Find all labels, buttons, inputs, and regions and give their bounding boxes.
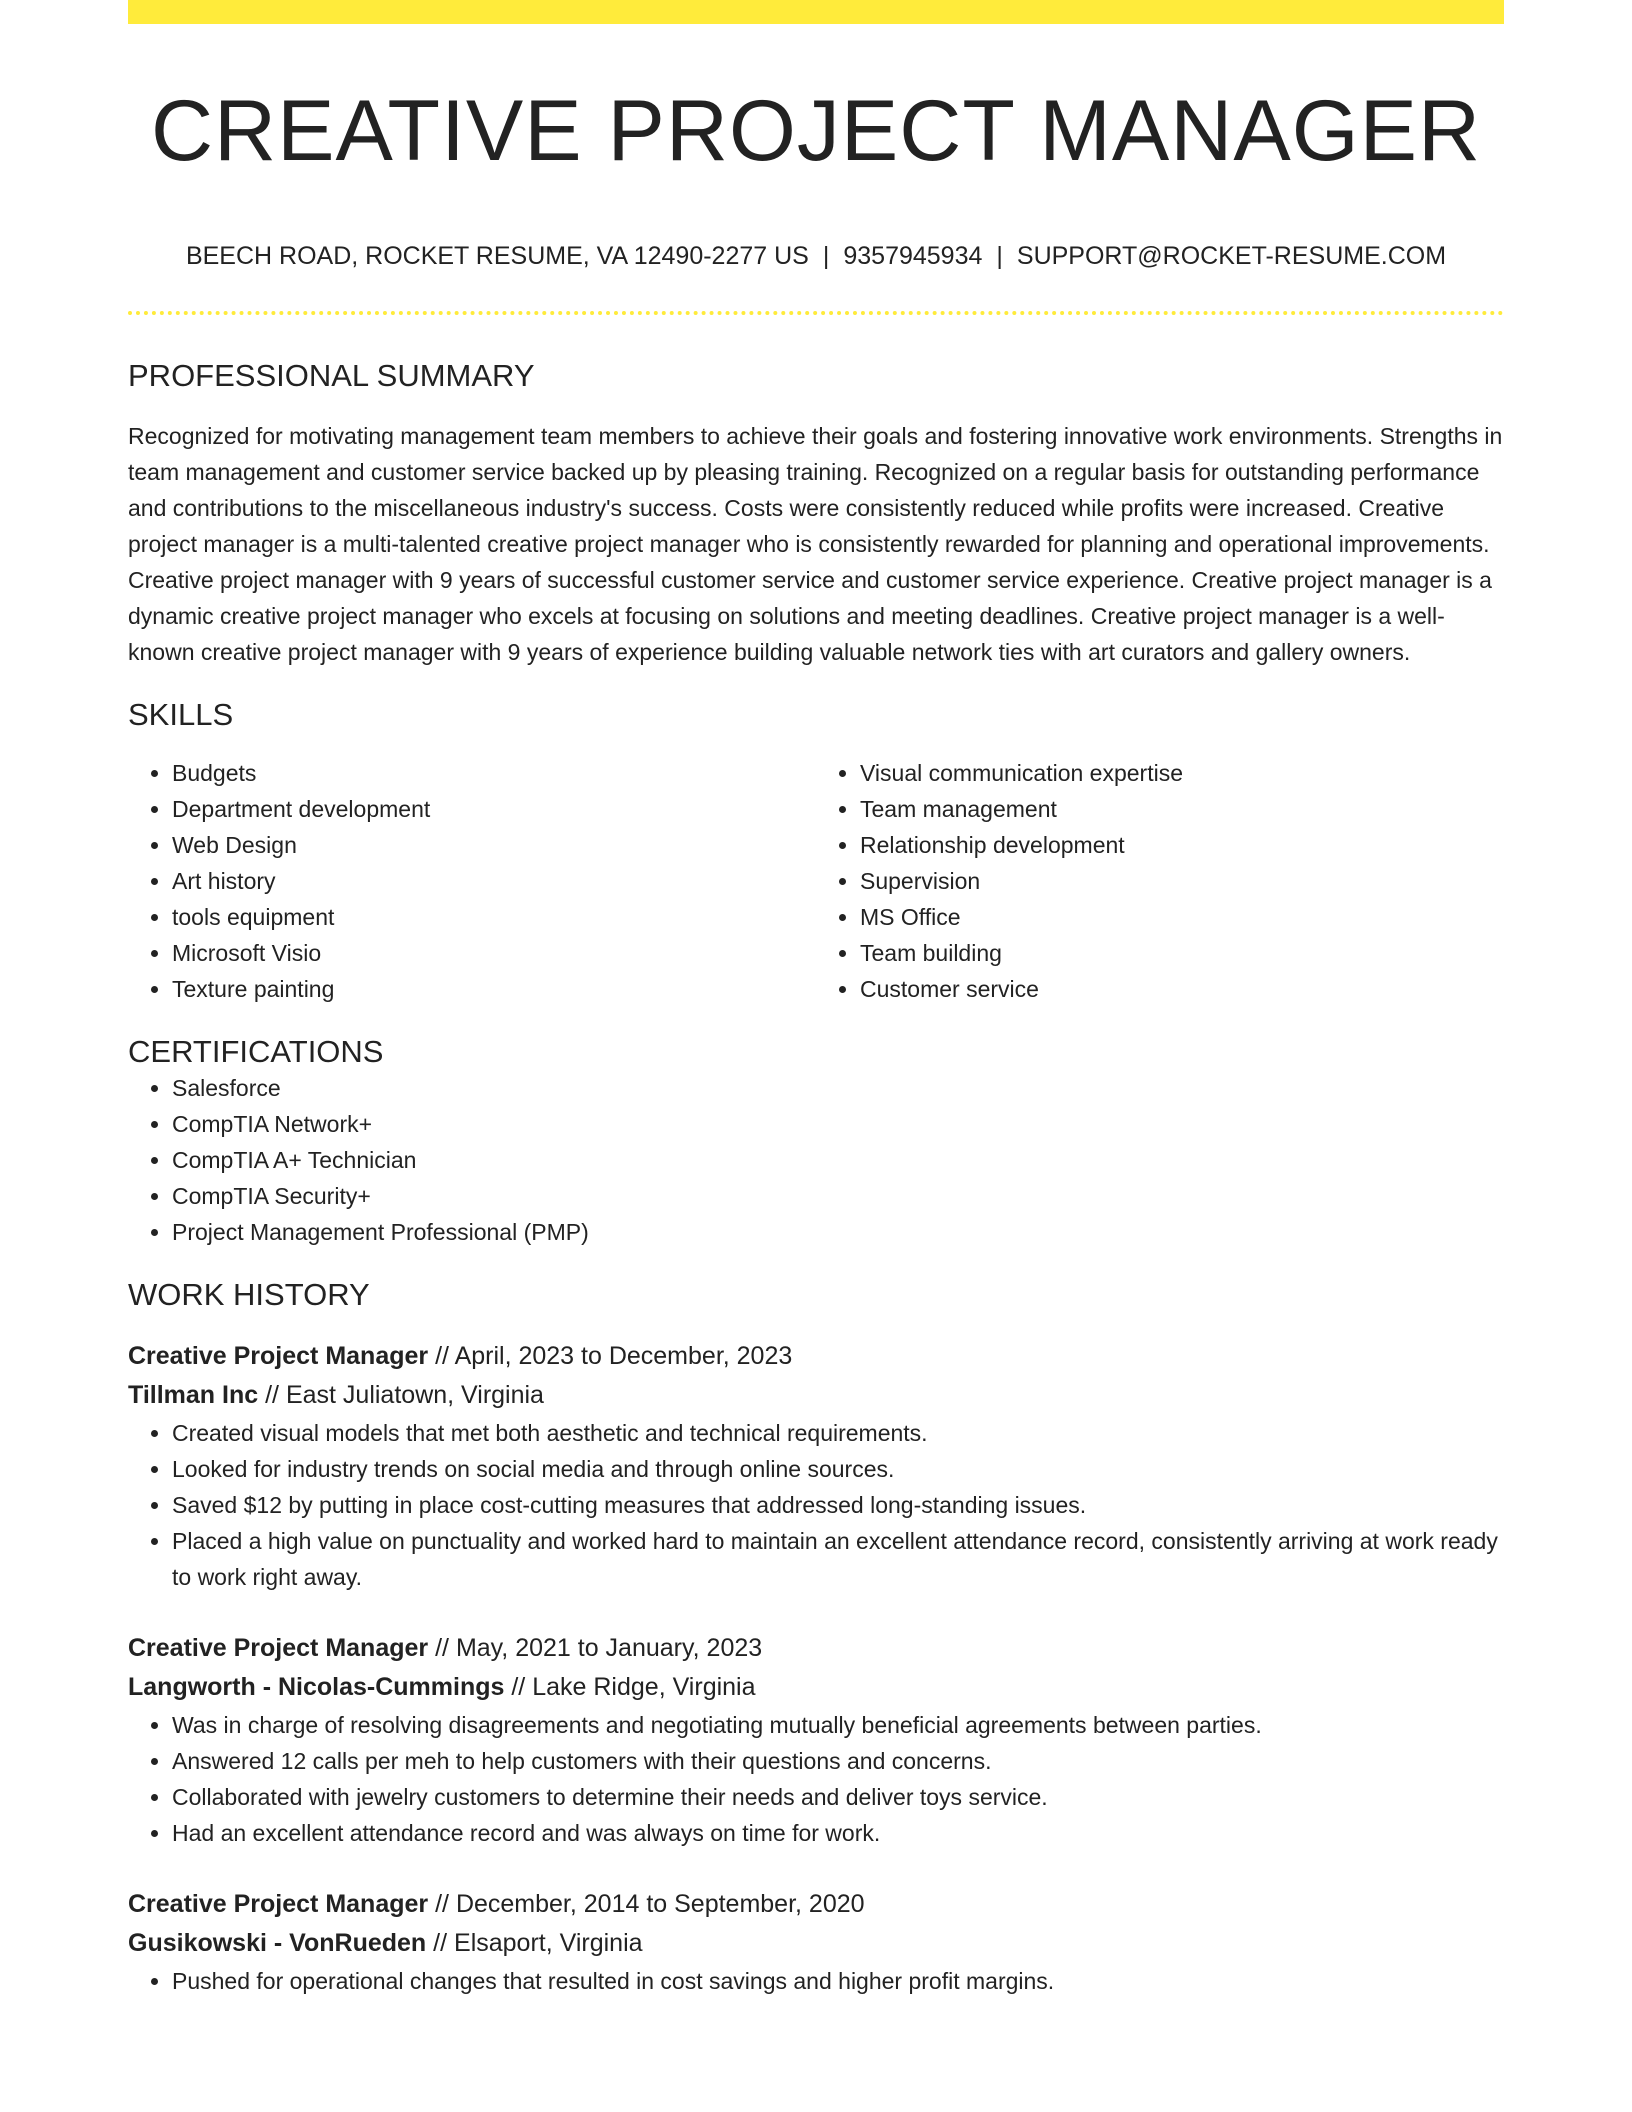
job-entry	[128, 1629, 1504, 1851]
skill-item: • Web Design	[172, 827, 816, 863]
resume-name: CREATIVE PROJECT MANAGER	[150, 83, 1482, 179]
job-separator: //	[433, 1929, 448, 1958]
dotted-divider	[128, 311, 1504, 315]
job-separator: //	[265, 1381, 279, 1410]
certification-item: • CompTIA Security+	[172, 1178, 1504, 1214]
job-bullet: • Was in charge of resolving disagreements and negotiating mutually beneficial agreements between parties.	[172, 1707, 1504, 1743]
skill-item: • Texture painting	[172, 971, 816, 1007]
certifications-list	[128, 1070, 1504, 1250]
skills-list-left	[128, 755, 816, 1007]
job-bullet: • Looked for industry trends on social media and through online sources.	[172, 1451, 1504, 1487]
job-title-line	[128, 1337, 1504, 1376]
job-role: Creative Project Manager	[128, 1634, 429, 1663]
summary-text: Recognized for motivating management team members to achieve their goals and fostering innovative work environments. Strengths in team management and customer service backed up by pleasing training. Recognized on a regular basis for outstanding performance and contributions to the miscellaneous industry's success. Costs were consistently reduced while profits were increased. Creative project manager is a multi-talented creative project manager who is consistently rewarded for planning and operational improvements. Creative project manager with 9 years of successful customer service and customer service experience. Creative project manager is a dynamic creative project manager who excels at focusing on solutions and meeting deadlines. Creative project manager is a well-known creative project manager with 9 years of experience building valuable network ties with art curators and gallery owners.	[128, 422, 1503, 665]
skill-item: • Microsoft Visio	[172, 935, 816, 971]
job-dates: May, 2021 to January, 2023	[455, 1634, 763, 1663]
resume-page	[128, 0, 1504, 1999]
skill-item: • Visual communication expertise	[860, 755, 1504, 791]
skill-item: • MS Office	[860, 899, 1504, 935]
skills-heading: SKILLS	[128, 696, 234, 732]
contact-email: SUPPORT@ROCKET-RESUME.COM	[1016, 241, 1447, 270]
summary-heading: PROFESSIONAL SUMMARY	[128, 357, 535, 393]
job-entry	[128, 1337, 1504, 1595]
job-company: Langworth - Nicolas-Cummings	[128, 1673, 505, 1702]
skill-item: • Customer service	[860, 971, 1504, 1007]
skill-item: • Supervision	[860, 863, 1504, 899]
job-company: Tillman Inc	[128, 1381, 259, 1410]
job-company: Gusikowski - VonRueden	[128, 1929, 427, 1958]
contact-separator: |	[996, 241, 1003, 270]
job-title-line	[128, 1629, 1504, 1668]
job-location: Lake Ridge, Virginia	[532, 1673, 756, 1702]
job-bullet: • Created visual models that met both aesthetic and technical requirements.	[172, 1415, 1504, 1451]
job-location: Elsaport, Virginia	[454, 1929, 643, 1958]
job-bullet: • Saved $12 by putting in place cost-cutting measures that addressed long-standing issues.	[172, 1487, 1504, 1523]
job-company-line	[128, 1668, 1504, 1707]
job-separator: //	[435, 1634, 449, 1663]
job-title-line	[128, 1885, 1504, 1924]
job-bullet: • Placed a high value on punctuality and worked hard to maintain an excellent attendance record, consistently arriving at work ready to work right away.	[172, 1523, 1504, 1595]
job-bullets	[128, 1963, 1504, 1999]
contact-line	[128, 241, 1504, 271]
skill-item: • Team building	[860, 935, 1504, 971]
certification-item: • CompTIA A+ Technician	[172, 1142, 1504, 1178]
skill-item: • Department development	[172, 791, 816, 827]
skills-list-right	[816, 755, 1504, 1007]
contact-address: BEECH ROAD, ROCKET RESUME, VA 12490-2277 US	[185, 241, 809, 270]
skills-columns	[128, 755, 1504, 1007]
job-role: Creative Project Manager	[128, 1342, 429, 1371]
certification-item: • Salesforce	[172, 1070, 1504, 1106]
job-role: Creative Project Manager	[128, 1890, 429, 1919]
job-dates: April, 2023 to December, 2023	[454, 1342, 793, 1371]
job-separator: //	[435, 1890, 449, 1919]
skill-item: • Budgets	[172, 755, 816, 791]
contact-phone: 9357945934	[843, 241, 983, 270]
job-company-line	[128, 1924, 1504, 1963]
job-separator: //	[511, 1673, 526, 1702]
job-bullet: • Had an excellent attendance record and was always on time for work.	[172, 1815, 1504, 1851]
job-bullets	[128, 1415, 1504, 1595]
skill-item: • Relationship development	[860, 827, 1504, 863]
certification-item: • Project Management Professional (PMP)	[172, 1214, 1504, 1250]
certification-item: • CompTIA Network+	[172, 1106, 1504, 1142]
contact-separator: |	[822, 241, 830, 270]
certifications-heading: CERTIFICATIONS	[128, 1033, 384, 1069]
skill-item: • tools equipment	[172, 899, 816, 935]
job-entry	[128, 1885, 1504, 1999]
job-company-line	[128, 1376, 1504, 1415]
job-location: East Juliatown, Virginia	[285, 1381, 544, 1410]
skill-item: • Art history	[172, 863, 816, 899]
job-bullet: • Answered 12 calls per meh to help customers with their questions and concerns.	[172, 1743, 1504, 1779]
job-dates: December, 2014 to September, 2020	[455, 1890, 865, 1919]
job-separator: //	[435, 1342, 449, 1371]
job-bullets	[128, 1707, 1504, 1851]
accent-top-bar	[128, 0, 1504, 24]
skill-item: • Team management	[860, 791, 1504, 827]
job-bullet: • Collaborated with jewelry customers to determine their needs and deliver toys service.	[172, 1779, 1504, 1815]
work-history-heading: WORK HISTORY	[128, 1277, 370, 1313]
job-bullet: • Pushed for operational changes that resulted in cost savings and higher profit margins.	[172, 1963, 1504, 1999]
